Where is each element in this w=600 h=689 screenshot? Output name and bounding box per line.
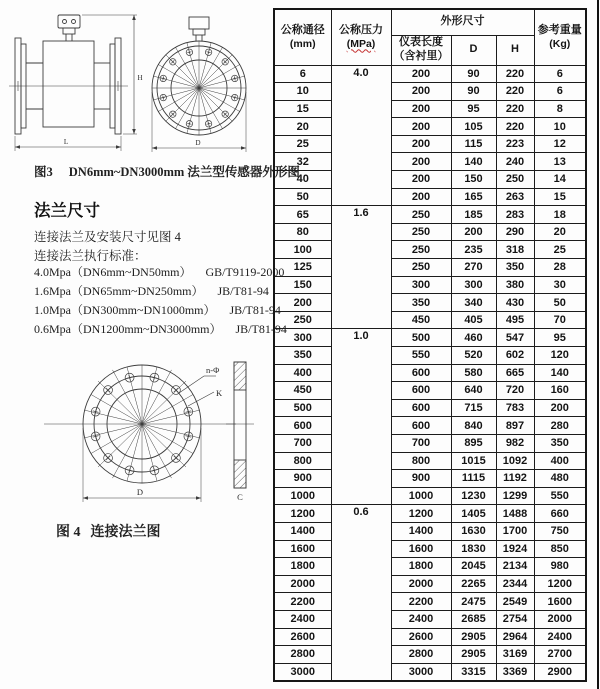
cell-dn: 1800	[274, 558, 331, 576]
cell-d: 520	[451, 347, 496, 365]
cell-dn: 800	[274, 452, 331, 470]
cell-h: 350	[496, 259, 534, 277]
cell-d: 150	[451, 171, 496, 189]
table-row	[274, 276, 586, 294]
cell-length: 200	[391, 171, 451, 189]
cell-dn: 400	[274, 364, 331, 382]
cell-d: 235	[451, 241, 496, 259]
cell-d: 1015	[451, 452, 496, 470]
col-header-outline: 外形尺寸	[391, 9, 534, 35]
figure4-caption-text: 连接法兰图	[90, 525, 161, 540]
cell-h: 220	[496, 118, 534, 136]
cell-weight: 400	[534, 452, 586, 470]
cell-length: 300	[391, 276, 451, 294]
cell-d: 200	[451, 223, 496, 241]
figure3-caption-label: 图3	[34, 165, 53, 179]
cell-d: 1115	[451, 470, 496, 488]
cell-length: 800	[391, 452, 451, 470]
cell-dn: 1200	[274, 505, 331, 523]
flange-intro-line2: 连接法兰执行标准：	[34, 249, 147, 263]
table-row	[274, 259, 586, 277]
cell-d: 270	[451, 259, 496, 277]
table-row	[274, 153, 586, 171]
cell-weight: 480	[534, 470, 586, 488]
cell-h: 1192	[496, 470, 534, 488]
col-header-diameter: 公称通径 (mm)	[274, 9, 331, 65]
cell-weight: 10	[534, 118, 586, 136]
dim-D-label: D	[136, 487, 144, 497]
cell-dn: 25	[274, 135, 331, 153]
cell-d: 2045	[451, 558, 496, 576]
standard-ref: JB/T81-94	[229, 303, 281, 317]
cell-length: 700	[391, 434, 451, 452]
cell-h: 1700	[496, 522, 534, 540]
col-header-d: D	[451, 35, 496, 65]
cell-dn: 10	[274, 83, 331, 101]
cell-length: 500	[391, 329, 451, 347]
cell-dn: 65	[274, 206, 331, 224]
cell-dn: 1000	[274, 487, 331, 505]
cell-pressure: 0.6	[331, 505, 391, 681]
cell-h: 2754	[496, 610, 534, 628]
cell-d: 2685	[451, 610, 496, 628]
cell-length: 200	[391, 100, 451, 118]
standard-spec: 1.0Mpa（DN300mm~DN1000mm）	[34, 303, 216, 317]
table-row	[274, 452, 586, 470]
table-row	[274, 540, 586, 558]
cell-length: 600	[391, 364, 451, 382]
table-row	[274, 311, 586, 329]
cell-dn: 200	[274, 294, 331, 312]
cell-d: 1230	[451, 487, 496, 505]
cell-d: 340	[451, 294, 496, 312]
cell-dn: 40	[274, 171, 331, 189]
cell-h: 290	[496, 223, 534, 241]
cell-weight: 660	[534, 505, 586, 523]
cell-dn: 100	[274, 241, 331, 259]
cell-d: 1830	[451, 540, 496, 558]
cell-weight: 200	[534, 399, 586, 417]
cell-weight: 2000	[534, 610, 586, 628]
cell-weight: 50	[534, 294, 586, 312]
cell-h: 2964	[496, 628, 534, 646]
cell-weight: 12	[534, 135, 586, 153]
cell-dn: 3000	[274, 663, 331, 681]
cell-length: 1800	[391, 558, 451, 576]
cell-dn: 150	[274, 276, 331, 294]
cell-d: 90	[451, 65, 496, 83]
cell-h: 1924	[496, 540, 534, 558]
cell-dn: 300	[274, 329, 331, 347]
cell-length: 1000	[391, 487, 451, 505]
figure4-caption-label: 图 4	[56, 525, 81, 540]
cell-length: 2400	[391, 610, 451, 628]
cell-weight: 550	[534, 487, 586, 505]
cell-h: 1299	[496, 487, 534, 505]
scan-edge-line	[597, 0, 599, 689]
dim-D-label: D	[195, 139, 201, 147]
cell-weight: 140	[534, 364, 586, 382]
standard-line	[34, 301, 281, 318]
table-row	[274, 593, 586, 611]
k-label: K	[216, 388, 223, 398]
cell-d: 2905	[451, 628, 496, 646]
cell-length: 3000	[391, 663, 451, 681]
cell-length: 200	[391, 65, 451, 83]
cell-h: 3369	[496, 663, 534, 681]
cell-h: 720	[496, 382, 534, 400]
table-row	[274, 223, 586, 241]
cell-length: 200	[391, 83, 451, 101]
standard-spec: 0.6Mpa（DN1200mm~DN3000mm）	[34, 322, 222, 336]
cell-dn: 1600	[274, 540, 331, 558]
figure3-drawing	[6, 10, 262, 160]
cell-length: 2000	[391, 575, 451, 593]
cell-h: 1488	[496, 505, 534, 523]
table-row	[274, 171, 586, 189]
cell-length: 600	[391, 417, 451, 435]
cell-h: 220	[496, 83, 534, 101]
cell-length: 550	[391, 347, 451, 365]
cell-h: 2134	[496, 558, 534, 576]
cell-d: 2475	[451, 593, 496, 611]
col-header-pressure: 公称压力 (MPa)	[331, 9, 391, 65]
flange-section-heading: 法兰尺寸	[34, 201, 100, 220]
cell-h: 220	[496, 100, 534, 118]
cell-h: 220	[496, 65, 534, 83]
cell-h: 430	[496, 294, 534, 312]
table-row	[274, 628, 586, 646]
cell-dn: 450	[274, 382, 331, 400]
cell-weight: 14	[534, 171, 586, 189]
cell-dn: 15	[274, 100, 331, 118]
cell-h: 223	[496, 135, 534, 153]
cell-d: 895	[451, 434, 496, 452]
cell-d: 90	[451, 83, 496, 101]
cell-h: 240	[496, 153, 534, 171]
cell-dn: 700	[274, 434, 331, 452]
cell-length: 250	[391, 259, 451, 277]
table-header	[274, 9, 586, 65]
figure3-front-view	[152, 17, 246, 152]
cell-weight: 95	[534, 329, 586, 347]
cell-length: 1600	[391, 540, 451, 558]
cell-d: 640	[451, 382, 496, 400]
cell-dn: 2600	[274, 628, 331, 646]
cell-weight: 8	[534, 100, 586, 118]
cell-d: 580	[451, 364, 496, 382]
cell-length: 600	[391, 382, 451, 400]
flange-intro-line1: 连接法兰及安装尺寸见图 4	[34, 230, 181, 244]
table-row	[274, 399, 586, 417]
table-row	[274, 417, 586, 435]
cell-length: 250	[391, 241, 451, 259]
cell-length: 200	[391, 118, 451, 136]
flange-dimension-table	[273, 8, 587, 682]
cell-d: 460	[451, 329, 496, 347]
standard-spec: 1.6Mpa（DN65mm~DN250mm）	[34, 284, 204, 298]
cell-weight: 2400	[534, 628, 586, 646]
cell-weight: 28	[534, 259, 586, 277]
cell-h: 495	[496, 311, 534, 329]
cell-d: 95	[451, 100, 496, 118]
figure3-side-view	[9, 15, 143, 151]
cell-d: 140	[451, 153, 496, 171]
cell-weight: 70	[534, 311, 586, 329]
flange-table-body	[274, 65, 586, 681]
standard-line	[34, 320, 287, 337]
cell-dn: 125	[274, 259, 331, 277]
figure3-caption-text: DN6mm~DN3000mm 法兰型传感器外形图	[68, 165, 300, 179]
cell-h: 380	[496, 276, 534, 294]
standard-line	[34, 282, 269, 299]
cell-length: 1200	[391, 505, 451, 523]
cell-length: 900	[391, 470, 451, 488]
cell-d: 105	[451, 118, 496, 136]
cell-d: 715	[451, 399, 496, 417]
cell-h: 263	[496, 188, 534, 206]
cell-d: 115	[451, 135, 496, 153]
col-header-weight: 参考重量 (Kg)	[534, 9, 586, 65]
table-row	[274, 575, 586, 593]
cell-h: 982	[496, 434, 534, 452]
cell-length: 200	[391, 153, 451, 171]
cell-weight: 850	[534, 540, 586, 558]
cell-d: 165	[451, 188, 496, 206]
cell-pressure: 1.6	[331, 206, 391, 329]
table-row	[274, 487, 586, 505]
cell-dn: 900	[274, 470, 331, 488]
standard-line	[34, 263, 284, 280]
cell-dn: 2400	[274, 610, 331, 628]
cell-d: 300	[451, 276, 496, 294]
standard-ref: JB/T81-94	[235, 322, 287, 336]
dim-C-label: C	[237, 492, 243, 502]
table-row	[274, 522, 586, 540]
cell-h: 897	[496, 417, 534, 435]
cell-length: 250	[391, 206, 451, 224]
cell-h: 250	[496, 171, 534, 189]
cell-length: 1400	[391, 522, 451, 540]
cell-dn: 2200	[274, 593, 331, 611]
cell-weight: 25	[534, 241, 586, 259]
cell-h: 2344	[496, 575, 534, 593]
table-row	[274, 206, 586, 224]
cell-h: 318	[496, 241, 534, 259]
cell-weight: 18	[534, 206, 586, 224]
table-row	[274, 347, 586, 365]
cell-h: 665	[496, 364, 534, 382]
cell-weight: 160	[534, 382, 586, 400]
cell-h: 2549	[496, 593, 534, 611]
table-row	[274, 135, 586, 153]
cell-length: 2800	[391, 646, 451, 664]
col-header-length: 仪表长度 （含衬里）	[391, 35, 451, 65]
cell-length: 200	[391, 135, 451, 153]
cell-d: 840	[451, 417, 496, 435]
table-row	[274, 646, 586, 664]
cell-pressure: 1.0	[331, 329, 391, 505]
cell-h: 3169	[496, 646, 534, 664]
standard-ref: GB/T9119-2000	[205, 265, 285, 279]
table-row	[274, 382, 586, 400]
cell-dn: 20	[274, 118, 331, 136]
cell-dn: 500	[274, 399, 331, 417]
cell-weight: 30	[534, 276, 586, 294]
cell-length: 450	[391, 311, 451, 329]
cell-weight: 280	[534, 417, 586, 435]
cell-weight: 2700	[534, 646, 586, 664]
table-row	[274, 434, 586, 452]
table-row	[274, 65, 586, 83]
cell-pressure: 4.0	[331, 65, 391, 206]
cell-dn: 2000	[274, 575, 331, 593]
table-row	[274, 188, 586, 206]
cell-h: 547	[496, 329, 534, 347]
col-header-h: H	[496, 35, 534, 65]
table-row	[274, 470, 586, 488]
standard-ref: JB/T81-94	[217, 284, 269, 298]
cell-weight: 13	[534, 153, 586, 171]
cell-weight: 20	[534, 223, 586, 241]
cell-weight: 1600	[534, 593, 586, 611]
cell-length: 350	[391, 294, 451, 312]
figure4-caption	[56, 521, 161, 541]
cell-h: 283	[496, 206, 534, 224]
cell-length: 200	[391, 188, 451, 206]
dim-H-label: H	[137, 74, 143, 82]
cell-dn: 250	[274, 311, 331, 329]
dim-L-label: L	[63, 138, 69, 146]
cell-d: 185	[451, 206, 496, 224]
cell-weight: 6	[534, 83, 586, 101]
cell-length: 2200	[391, 593, 451, 611]
cell-d: 3315	[451, 663, 496, 681]
cell-length: 600	[391, 399, 451, 417]
cell-weight: 15	[534, 188, 586, 206]
table-row	[274, 329, 586, 347]
cell-length: 250	[391, 223, 451, 241]
table-row	[274, 83, 586, 101]
figure4-flange-face	[44, 365, 236, 502]
table-row	[274, 118, 586, 136]
cell-dn: 1400	[274, 522, 331, 540]
cell-d: 2905	[451, 646, 496, 664]
cell-d: 405	[451, 311, 496, 329]
cell-h: 1092	[496, 452, 534, 470]
table-row	[274, 663, 586, 681]
cell-dn: 2800	[274, 646, 331, 664]
table-row	[274, 505, 586, 523]
cell-dn: 350	[274, 347, 331, 365]
cell-weight: 1200	[534, 575, 586, 593]
cell-weight: 2900	[534, 663, 586, 681]
cell-dn: 6	[274, 65, 331, 83]
cell-weight: 350	[534, 434, 586, 452]
cell-h: 783	[496, 399, 534, 417]
table-row	[274, 610, 586, 628]
figure3-caption	[34, 162, 300, 180]
figure4-flange-section	[226, 362, 254, 502]
cell-dn: 50	[274, 188, 331, 206]
cell-d: 1630	[451, 522, 496, 540]
cell-length: 2600	[391, 628, 451, 646]
cell-d: 2265	[451, 575, 496, 593]
cell-h: 602	[496, 347, 534, 365]
cell-dn: 32	[274, 153, 331, 171]
table-row	[274, 294, 586, 312]
cell-weight: 750	[534, 522, 586, 540]
cell-weight: 120	[534, 347, 586, 365]
cell-dn: 600	[274, 417, 331, 435]
cell-d: 1405	[451, 505, 496, 523]
table-row	[274, 364, 586, 382]
table-row	[274, 558, 586, 576]
table-row	[274, 241, 586, 259]
n-phi-label: n-Φ	[206, 365, 220, 375]
standard-spec: 4.0Mpa（DN6mm~DN50mm）	[34, 265, 192, 279]
table-row	[274, 100, 586, 118]
cell-weight: 6	[534, 65, 586, 83]
figure4-drawing	[38, 336, 260, 518]
cell-dn: 80	[274, 223, 331, 241]
cell-weight: 980	[534, 558, 586, 576]
